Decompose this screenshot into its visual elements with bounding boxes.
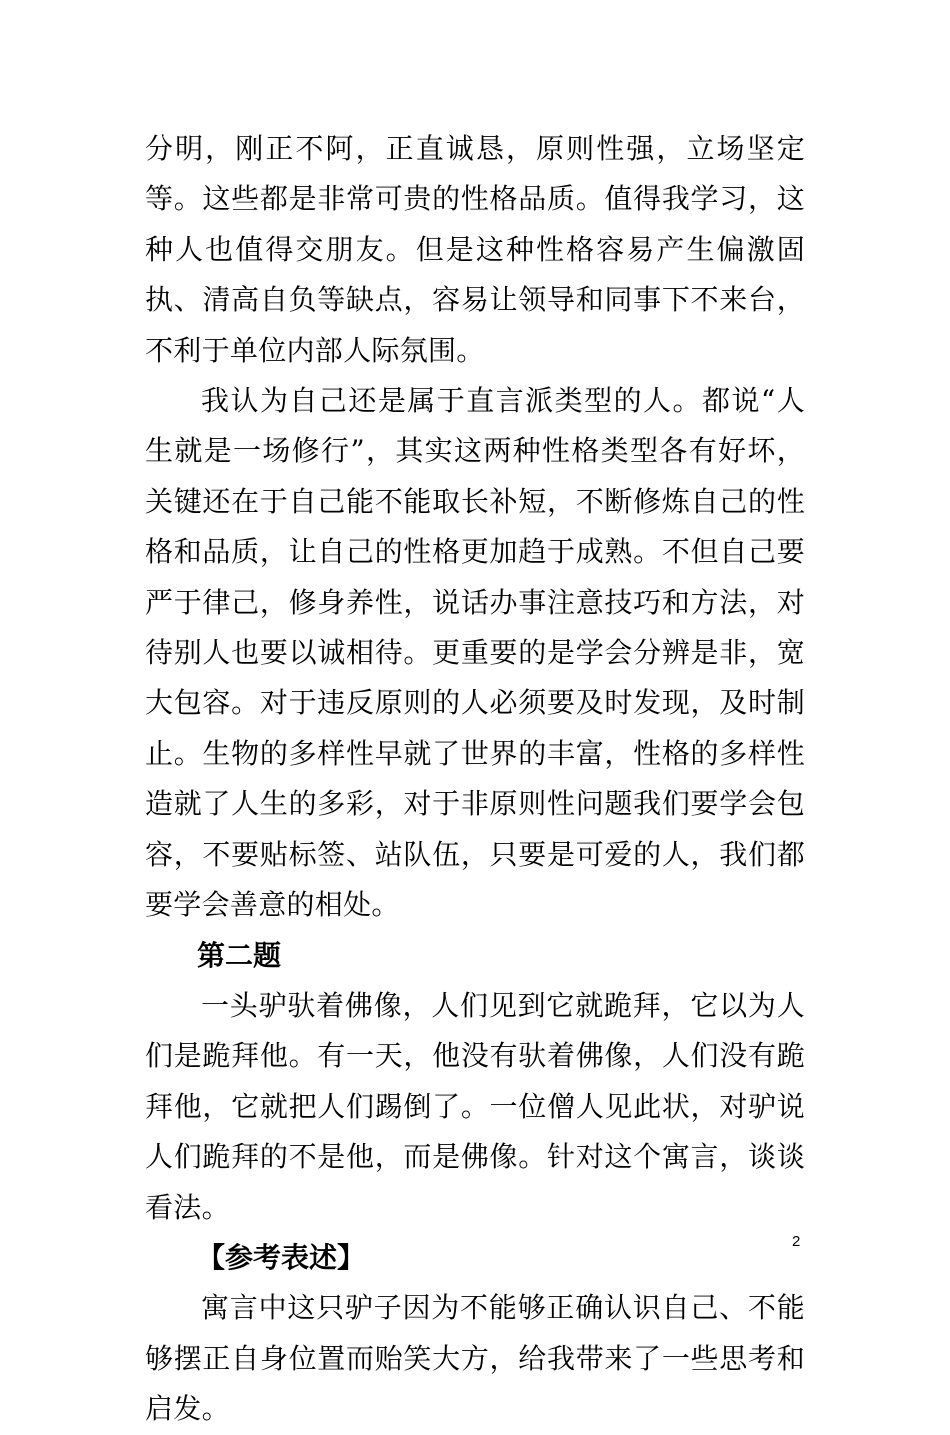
reference-answer-paragraph: 寓言中这只驴子因为不能够正确认识自己、不能够摆正自身位置而贻笑大方，给我带来了一些思考和启发。	[145, 1291, 805, 1426]
document-body	[145, 124, 805, 1435]
page-number: 2	[792, 1233, 801, 1250]
paragraph-self-assessment: 我认为自己还是属于直言派类型的人。都说“人生就是一场修行”，其实这两种性格类型各有好坏，关键还在于自己能不能取长补短，不断修炼自己的性格和品质，让自己的性格更加趋于成熟。不但自己要严于律己，修身养性，说话办事注意技巧和方法，对待别人也要以诚相待。更重要的是学会分辨是非，宽大包容。对于违反原则的人必须要及时发现，及时制止。生物的多样性早就了世界的丰富，性格的多样性造就了人生的多彩，对于非原则性问题我们要学会包容，不要贴标签、站队伍，只要是可爱的人，我们都要学会善意的相处。	[145, 384, 805, 922]
paragraph-continuation: 分明，刚正不阿，正直诚恳，原则性强，立场坚定等。这些都是非常可贵的性格品质。值得我学习，这种人也值得交朋友。但是这种性格容易产生偏激固执、清高自负等缺点，容易让领导和同事下不来台，不利于单位内部人际氛围。	[145, 132, 805, 367]
question-two-prompt: 一头驴驮着佛像，人们见到它就跪拜，它以为人们是跪拜他。有一天，他没有驮着佛像，人们没有跪拜他，它就把人们踢倒了。一位僧人见此状，对驴说人们跪拜的不是他，而是佛像。针对这个寓言，谈谈看法。	[145, 988, 805, 1224]
question-two-heading: 第二题	[197, 938, 282, 972]
reference-answer-heading: 【参考表述】	[197, 1240, 366, 1274]
